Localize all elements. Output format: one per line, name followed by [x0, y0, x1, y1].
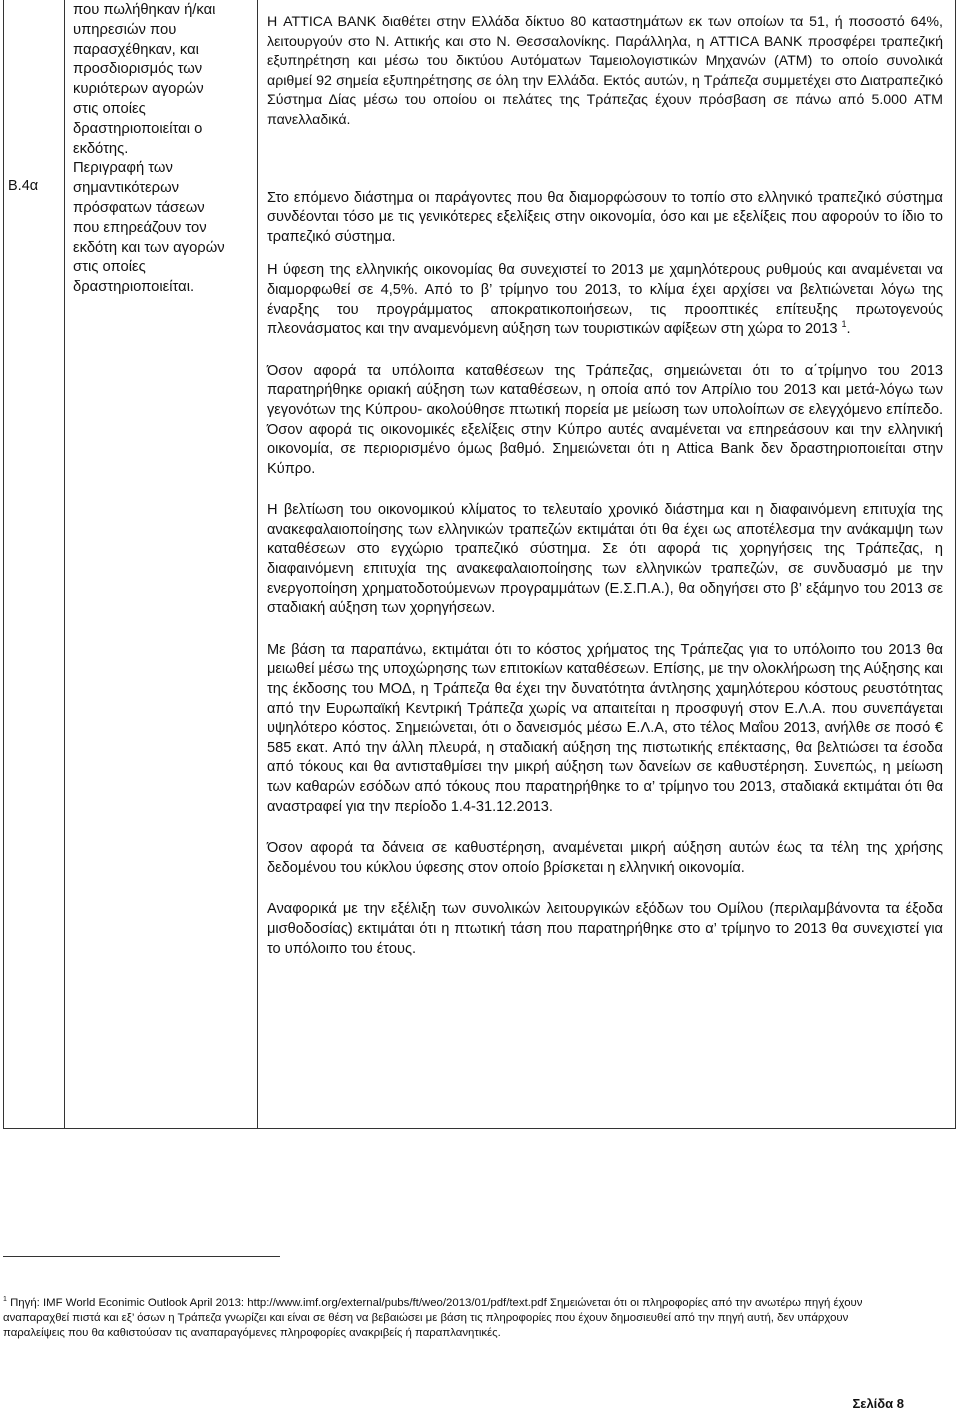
- section-id: Β.4α: [8, 178, 39, 194]
- page-number: Σελίδα 8: [852, 1396, 904, 1411]
- section-content-cell: [258, 0, 956, 1129]
- paragraph-network: Η ATTICA BANK διαθέτει στην Ελλάδα δίκτυο 80 καταστημάτων εκ των οποίων τα 51, ή ποσοστό 64%, λειτουργούν στο Ν. Αττικής και στο Ν. Θεσσαλονίκης. Παράλληλα, η ATTICA BANK προσφέρει τραπεζική εξυπηρέτηση και μέσω του δικτύου Αυτόματων Ταμειολογιστικών Μηχανών (ATM) το οποίο συνολικά αριθμεί 92 σημεία εξυπηρέτησης σε όλη την Ελλάδα. Εκτός αυτών, η Τράπεζα συμμετέχει στο Διατραπεζικό Σύστημα Δίας μέσω του οποίου οι πελάτες της Τράπεζας έχουν πρόσβαση σε πάνω από 5.000 ATM πανελλαδικά.: [267, 14, 943, 128]
- paragraph-npl: Όσον αφορά τα δάνεια σε καθυστέρηση, αναμένεται μικρή αύξηση αυτών έως τα τέλη της χρήσης δεδομένου του κύκλου ύφεσης στον οποίο βρίσκεται η ελληνική οικονομία.: [267, 840, 943, 876]
- footnote-number: 1: [3, 1296, 7, 1304]
- paragraph-outlook: Στο επόμενο διάστημα οι παράγοντες που θα διαμορφώσουν το τοπίο στο ελληνικό τραπεζικό σύστημα συνδέονται τόσο με τις γενικότερες εξελίξεις στην οικονομία, όσο και με εξελίξεις που αφορούν το ίδιο το τραπεζικό σύστημα.: [267, 189, 943, 245]
- paragraph-funding-cost: Με βάση τα παραπάνω, εκτιμάται ότι το κόστος χρήματος της Τράπεζας για το υπόλοιπο του 2013 θα μειωθεί μέσω της υποχώρησης των επιτοκίων καταθέσεων. Επίσης, με την ολοκλήρωση της Αύξησης και της έκδοσης του ΜΟΔ, η Τράπεζα θα έχει την δυνατότητα άντλησης χαμηλότερου κόστους ρευστότητας από την Ευρωπαϊκή Κεντρική Τράπεζα χωρίς να απαιτείται η προσφυγή στον Ε.Λ.Α. που συνεπάγεται υψηλότερο κόστος. Σημειώνεται, ότι ο δανεισμός μέσω Ε.Λ.Α, στο τέλος Μαΐου 2013, ανήλθε σε ποσό € 585 εκατ. Από την άλλη πλευρά, η σταδιακή αύξηση της πιστωτικής επέκτασης, θα βελτιώσει τα έσοδα από τόκους και θα αντισταθμίσει την μικρή αύξηση των δανείων σε καθυστέρηση. Συνεπώς, η μείωση των καθαρών εσόδων από τόκους που παρατηρήθηκε το α’ τρίμηνο του 2013, σταδιακά εκτιμάται ότι θα αναστραφεί για την περίοδο 1.4-31.12.2013.: [267, 641, 943, 815]
- paragraph-recession: Η ύφεση της ελληνικής οικονομίας θα συνεχιστεί το 2013 με χαμηλότερους ρυθμούς και αναμένεται να διαμορφωθεί σε 4,5%. Από το β’ τρίμηνο του 2013, το κλίμα έχει αρχίσει να βελτιώνεται λόγω της έναρξης του προγράμματος αποκρατικοποιήσεων, τις προοπτικές επίτευξης πρωτογενούς πλεονάσματος και την αναμενόμενη αύξηση των τουριστικών αφίξεων στη χώρα το 2013 $^1$.: [267, 262, 943, 338]
- summary-table: [3, 0, 956, 1129]
- paragraph-lending: Η βελτίωση του οικονομικού κλίματος το τελευταίο χρονικό διάστημα και η διαφαινόμενη επιτυχία της ανακεφαλαιοποίησης των ελληνικών τραπεζών εκτιμάται ότι θα έχει ως αποτέλεσμα την ανάκαμψη των καταθέσεων στο εγχώριο τραπεζικό σύστημα. Σε ότι αφορά τις χορηγήσεις της Τράπεζας, η διαφαινόμενη επιτυχία της ανακεφαλαιοποίησης των ελληνικών τραπεζών, σε συνδυασμό με την ενεργοποίηση χρηματοδοτούμενων προγραμμάτων (Ε.Σ.Π.Α.), θα οδηγήσει στο β’ εξάμηνο του 2013 σε σταδιακή αύξηση των χορηγήσεων.: [267, 502, 943, 617]
- paragraph-deposits: Όσον αφορά τα υπόλοιπα καταθέσεων της Τράπεζας, σημειώνεται ότι το α΄τρίμηνο του 2013 παρατηρήθηκε οριακή αύξηση των καταθέσεων, η οποία από τον Απρίλιο του 2013 και μετά-λόγω των γεγονότων της Κύπρου- ακολούθησε πτωτική πορεία με μείωση των υπολοίπων σε ελεγχόμενο επίπεδο. Όσον αφορά τις οικονομικές εξελίξεις στην Κύπρο αυτές αναμένεται να επηρεάσουν και την ελληνική οικονομία, σε περιορισμένο όμως βαθμό. Σημειώνεται ότι η Attica Bank δεν δραστηριοποιείται στην Κύπρο.: [267, 362, 943, 477]
- footnote-text: Πηγή: IMF World Econimic Outlook April 2013: http://www.imf.org/external/pubs/ft/weo/2013/01/pdf/text.pdf Σημειώνεται ότι οι πληροφορίες από την ανωτέρω πηγή έχουν αναπαραχθεί πιστά και εξ’ όσων η Τράπεζα γνωρίζει και είναι σε θέση να βεβαιώσει με βάση τις πληροφορίες που έχουν δημοσιευθεί από την πηγή αυτή, δεν υπάρχουν παραλείψεις που θα καθιστούσαν τις αναπαραγόμενες πληροφορίες ανακριβείς ή παραπλανητικές.: [3, 1297, 863, 1339]
- footnote-reference[interactable]: 1: [841, 319, 847, 330]
- previous-item-title: που πωλήθηκαν ή/και υπηρεσιών που παρασχέθηκαν, και προσδιορισμός των κυριότερων αγορών στις οποίες δραστηριοποιείται ο εκδότης.: [73, 2, 216, 157]
- section-id-cell: [4, 0, 65, 1129]
- footnote-separator: [3, 1256, 280, 1257]
- section-title-cell: [65, 0, 258, 1129]
- item-title: Περιγραφή των σημαντικότερων πρόσφατων τάσεων που επηρεάζουν τον εκδότη και των αγορών στις οποίες δραστηριοποιείται.: [73, 160, 225, 296]
- paragraph-expenses: Αναφορικά με την εξέλιξη των συνολικών λειτουργικών εξόδων του Ομίλου (περιλαμβάνοντα τα έξοδα μισθοδοσίας) εκτιμάται ότι η πτωτική τάση που παρατηρήθηκε στο α’ τρίμηνο το 2013 θα συνεχιστεί για το υπόλοιπο του έτους.: [267, 901, 943, 957]
- footnote: [3, 1296, 903, 1341]
